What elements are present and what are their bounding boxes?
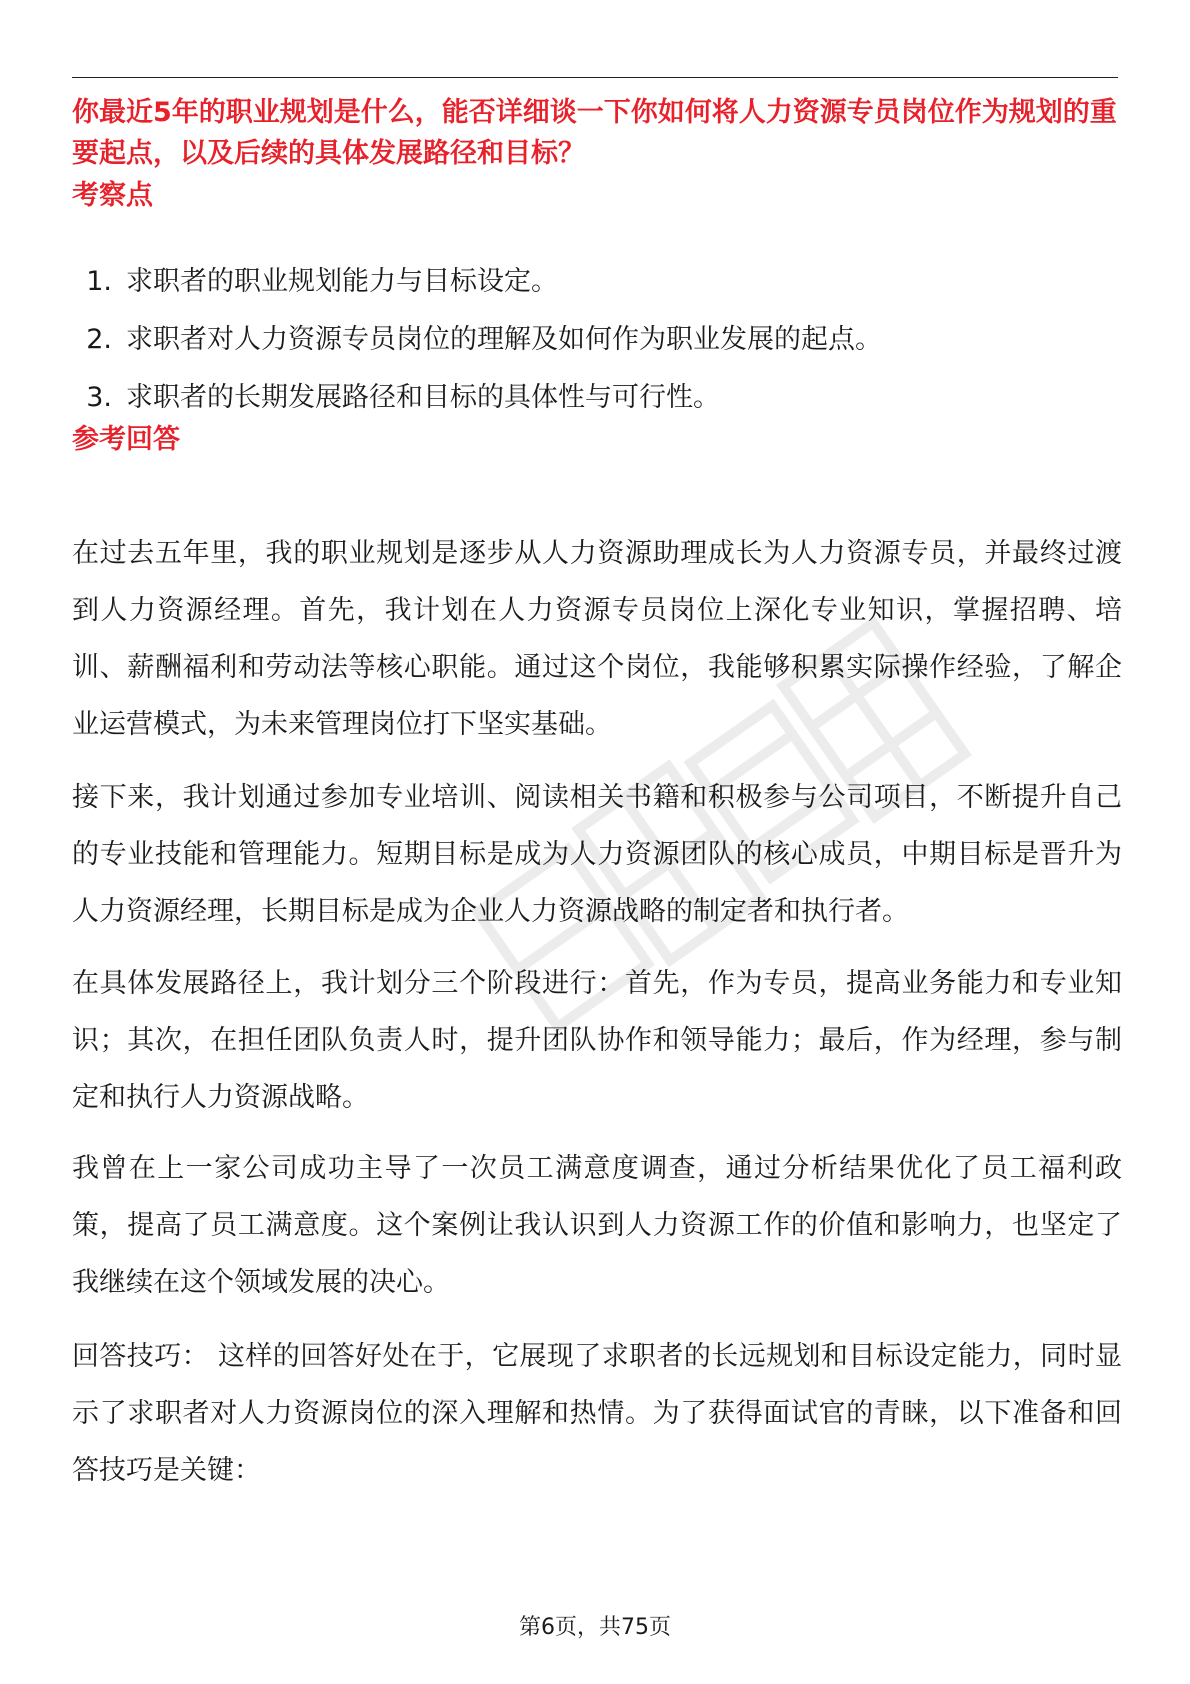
question-title: 你最近5年的职业规划是什么，能否详细谈一下你如何将人力资源专员岗位作为规划的重要起点，以及后续的具体发展路径和目标？ <box>72 97 1117 169</box>
points-heading: 考察点 <box>72 180 153 211</box>
tips-paragraph: 回答技巧： 这样的回答好处在于，它展现了求职者的长远规划和目标设定能力，同时显示了求职者对人力资源岗位的深入理解和热情。为了获得面试官的青睐，以下准备和回答技巧是关键： <box>72 1341 1122 1486</box>
answer-paragraph: 我曾在上一家公司成功主导了一次员工满意度调查，通过分析结果优化了员工福利政策，提高了员工满意度。这个案例让我认识到人力资源工作的价值和影响力，也坚定了我继续在这个领域发展的决心。 <box>72 1153 1122 1298</box>
answer-paragraph: 接下来，我计划通过参加专业培训、阅读相关书籍和积极参与公司项目，不断提升自己的专业技能和管理能力。短期目标是成为人力资源团队的核心成员，中期目标是晋升为人力资源经理，长期目标是成为企业人力资源战略的制定者和执行者。 <box>72 782 1122 927</box>
list-item-number: 3. <box>86 382 112 413</box>
answer-heading: 参考回答 <box>72 424 180 455</box>
answer-paragraph: 在具体发展路径上，我计划分三个阶段进行：首先，作为专员，提高业务能力和专业知识；其次，在担任团队负责人时，提升团队协作和领导能力；最后，作为经理，参与制定和执行人力资源战略。 <box>72 968 1122 1113</box>
list-item-number: 1. <box>86 266 112 297</box>
list-item-text: 求职者的职业规划能力与目标设定。 <box>126 266 558 297</box>
list-item-text: 求职者的长期发展路径和目标的具体性与可行性。 <box>126 382 720 413</box>
list-item <box>72 320 1118 378</box>
page-footer: 第6页，共75页 <box>519 1615 671 1640</box>
top-divider <box>72 77 1118 78</box>
list-item <box>72 378 1118 436</box>
points-list <box>72 262 1118 436</box>
list-item-text: 求职者对人力资源专员岗位的理解及如何作为职业发展的起点。 <box>126 324 882 355</box>
list-item <box>72 262 1118 320</box>
list-item-number: 2. <box>86 324 112 355</box>
answer-paragraph: 在过去五年里，我的职业规划是逐步从人力资源助理成长为人力资源专员，并最终过渡到人力资源经理。首先，我计划在人力资源专员岗位上深化专业知识，掌握招聘、培训、薪酬福利和劳动法等核心职能。通过这个岗位，我能够积累实际操作经验，了解企业运营模式，为未来管理岗位打下坚实基础。 <box>72 538 1122 740</box>
